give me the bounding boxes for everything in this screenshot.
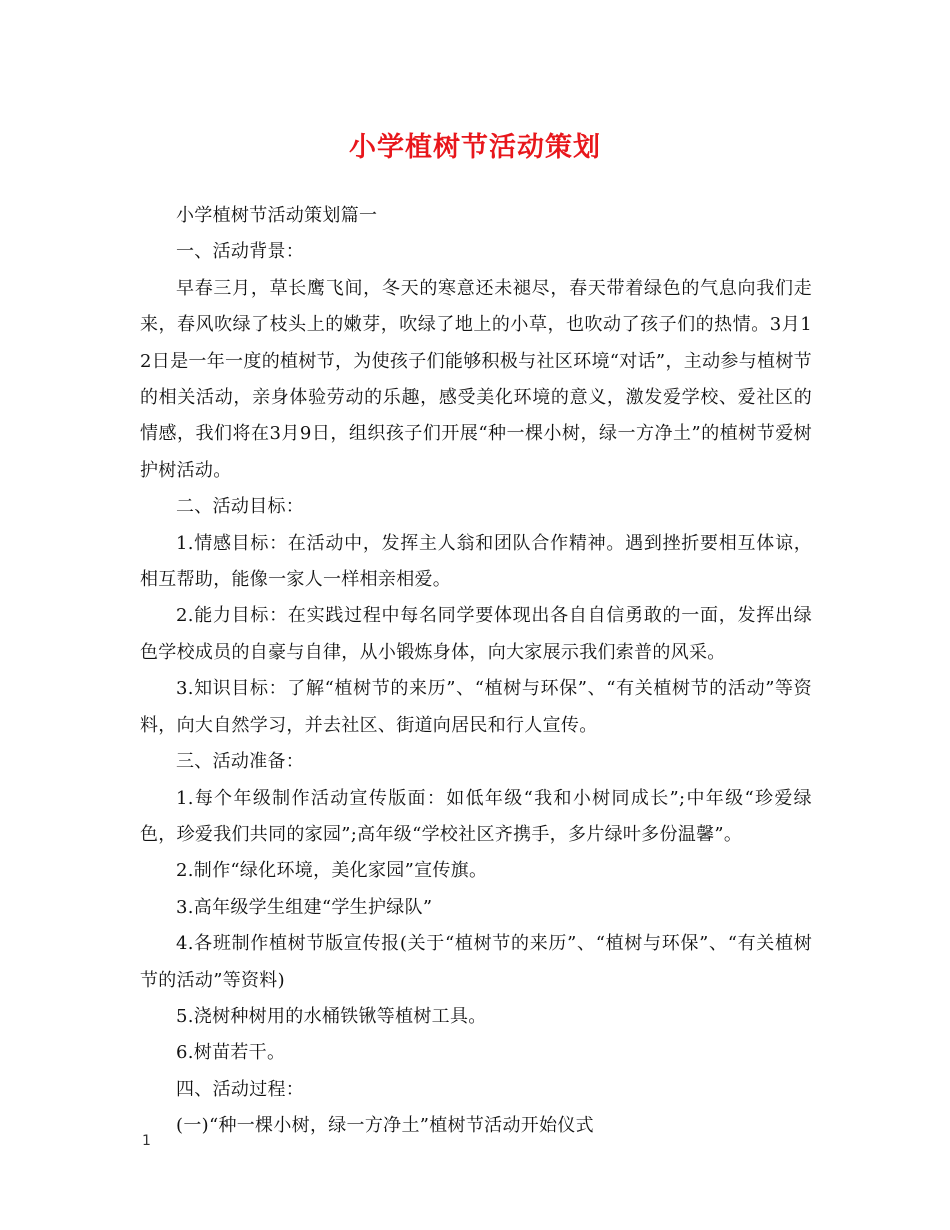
paragraph-prep-5: 5.浇树种树用的水桶铁锹等植树工具。 [176, 1005, 487, 1027]
paragraph-goal-emotion: 1.情感目标：在活动中，发挥主人翁和团队合作精神。遇到挫折要相互体谅，相互帮助，能像一家人一样相亲相爱。 [140, 532, 812, 591]
heading-preparation: 三、活动准备： [176, 751, 305, 773]
heading-goals: 二、活动目标： [176, 496, 305, 518]
heading-background: 一、活动背景： [176, 241, 305, 263]
paragraph-background: 早春三月，草长鹰飞间，冬天的寒意还未褪尽，春天带着绿色的气息向我们走来，春风吹绿了枝头上的嫩芽，吹绿了地上的小草，也吹动了孩子们的热情。3月12日是一年一度的植树节，为使孩子们能够积极与社区环境“对话”，主动参与植树节的相关活动，亲身体验劳动的乐趣，感受美化环境的意义，激发爱学校、爱社区的情感，我们将在3月9日，组织孩子们开展“种一棵小树，绿一方净土”的植树节爱树护树活动。 [140, 277, 812, 481]
paragraph-prep-4: 4.各班制作植树节版宣传报(关于“植树节的来历”、“植树与环保”、“有关植树节的活动”等资料) [140, 933, 812, 991]
paragraph-prep-1: 1.每个年级制作活动宣传版面：如低年级“我和小树同成长”;中年级“珍爱绿色，珍爱我们共同的家园”;高年级“学校社区齐携手，多片绿叶多份温馨”。 [140, 787, 812, 845]
page-number: 1 [142, 1133, 151, 1149]
paragraph-goal-knowledge: 3.知识目标：了解“植树节的来历”、“植树与环保”、“有关植树节的活动”等资料，向大自然学习，并去社区、街道向居民和行人宣传。 [140, 678, 812, 736]
paragraph-section-title: 小学植树节活动策划篇一 [176, 205, 378, 226]
document-body [140, 198, 812, 1145]
paragraph-prep-2: 2.制作“绿化环境，美化家园”宣传旗。 [176, 860, 488, 882]
heading-process: 四、活动过程： [176, 1078, 305, 1100]
paragraph-process-1: (一)“种一棵小树，绿一方净土”植树节活动开始仪式 [176, 1115, 594, 1137]
paragraph-goal-ability: 2.能力目标：在实践过程中每名同学要体现出各自自信勇敢的一面，发挥出绿色学校成员的自豪与自律，从小锻炼身体，向大家展示我们索普的风采。 [140, 605, 812, 663]
paragraph-prep-6: 6.树苗若干。 [176, 1042, 286, 1064]
document-title: 小学植树节活动策划 [349, 132, 601, 163]
paragraph-prep-3: 3.高年级学生组建“学生护绿队” [176, 896, 433, 918]
